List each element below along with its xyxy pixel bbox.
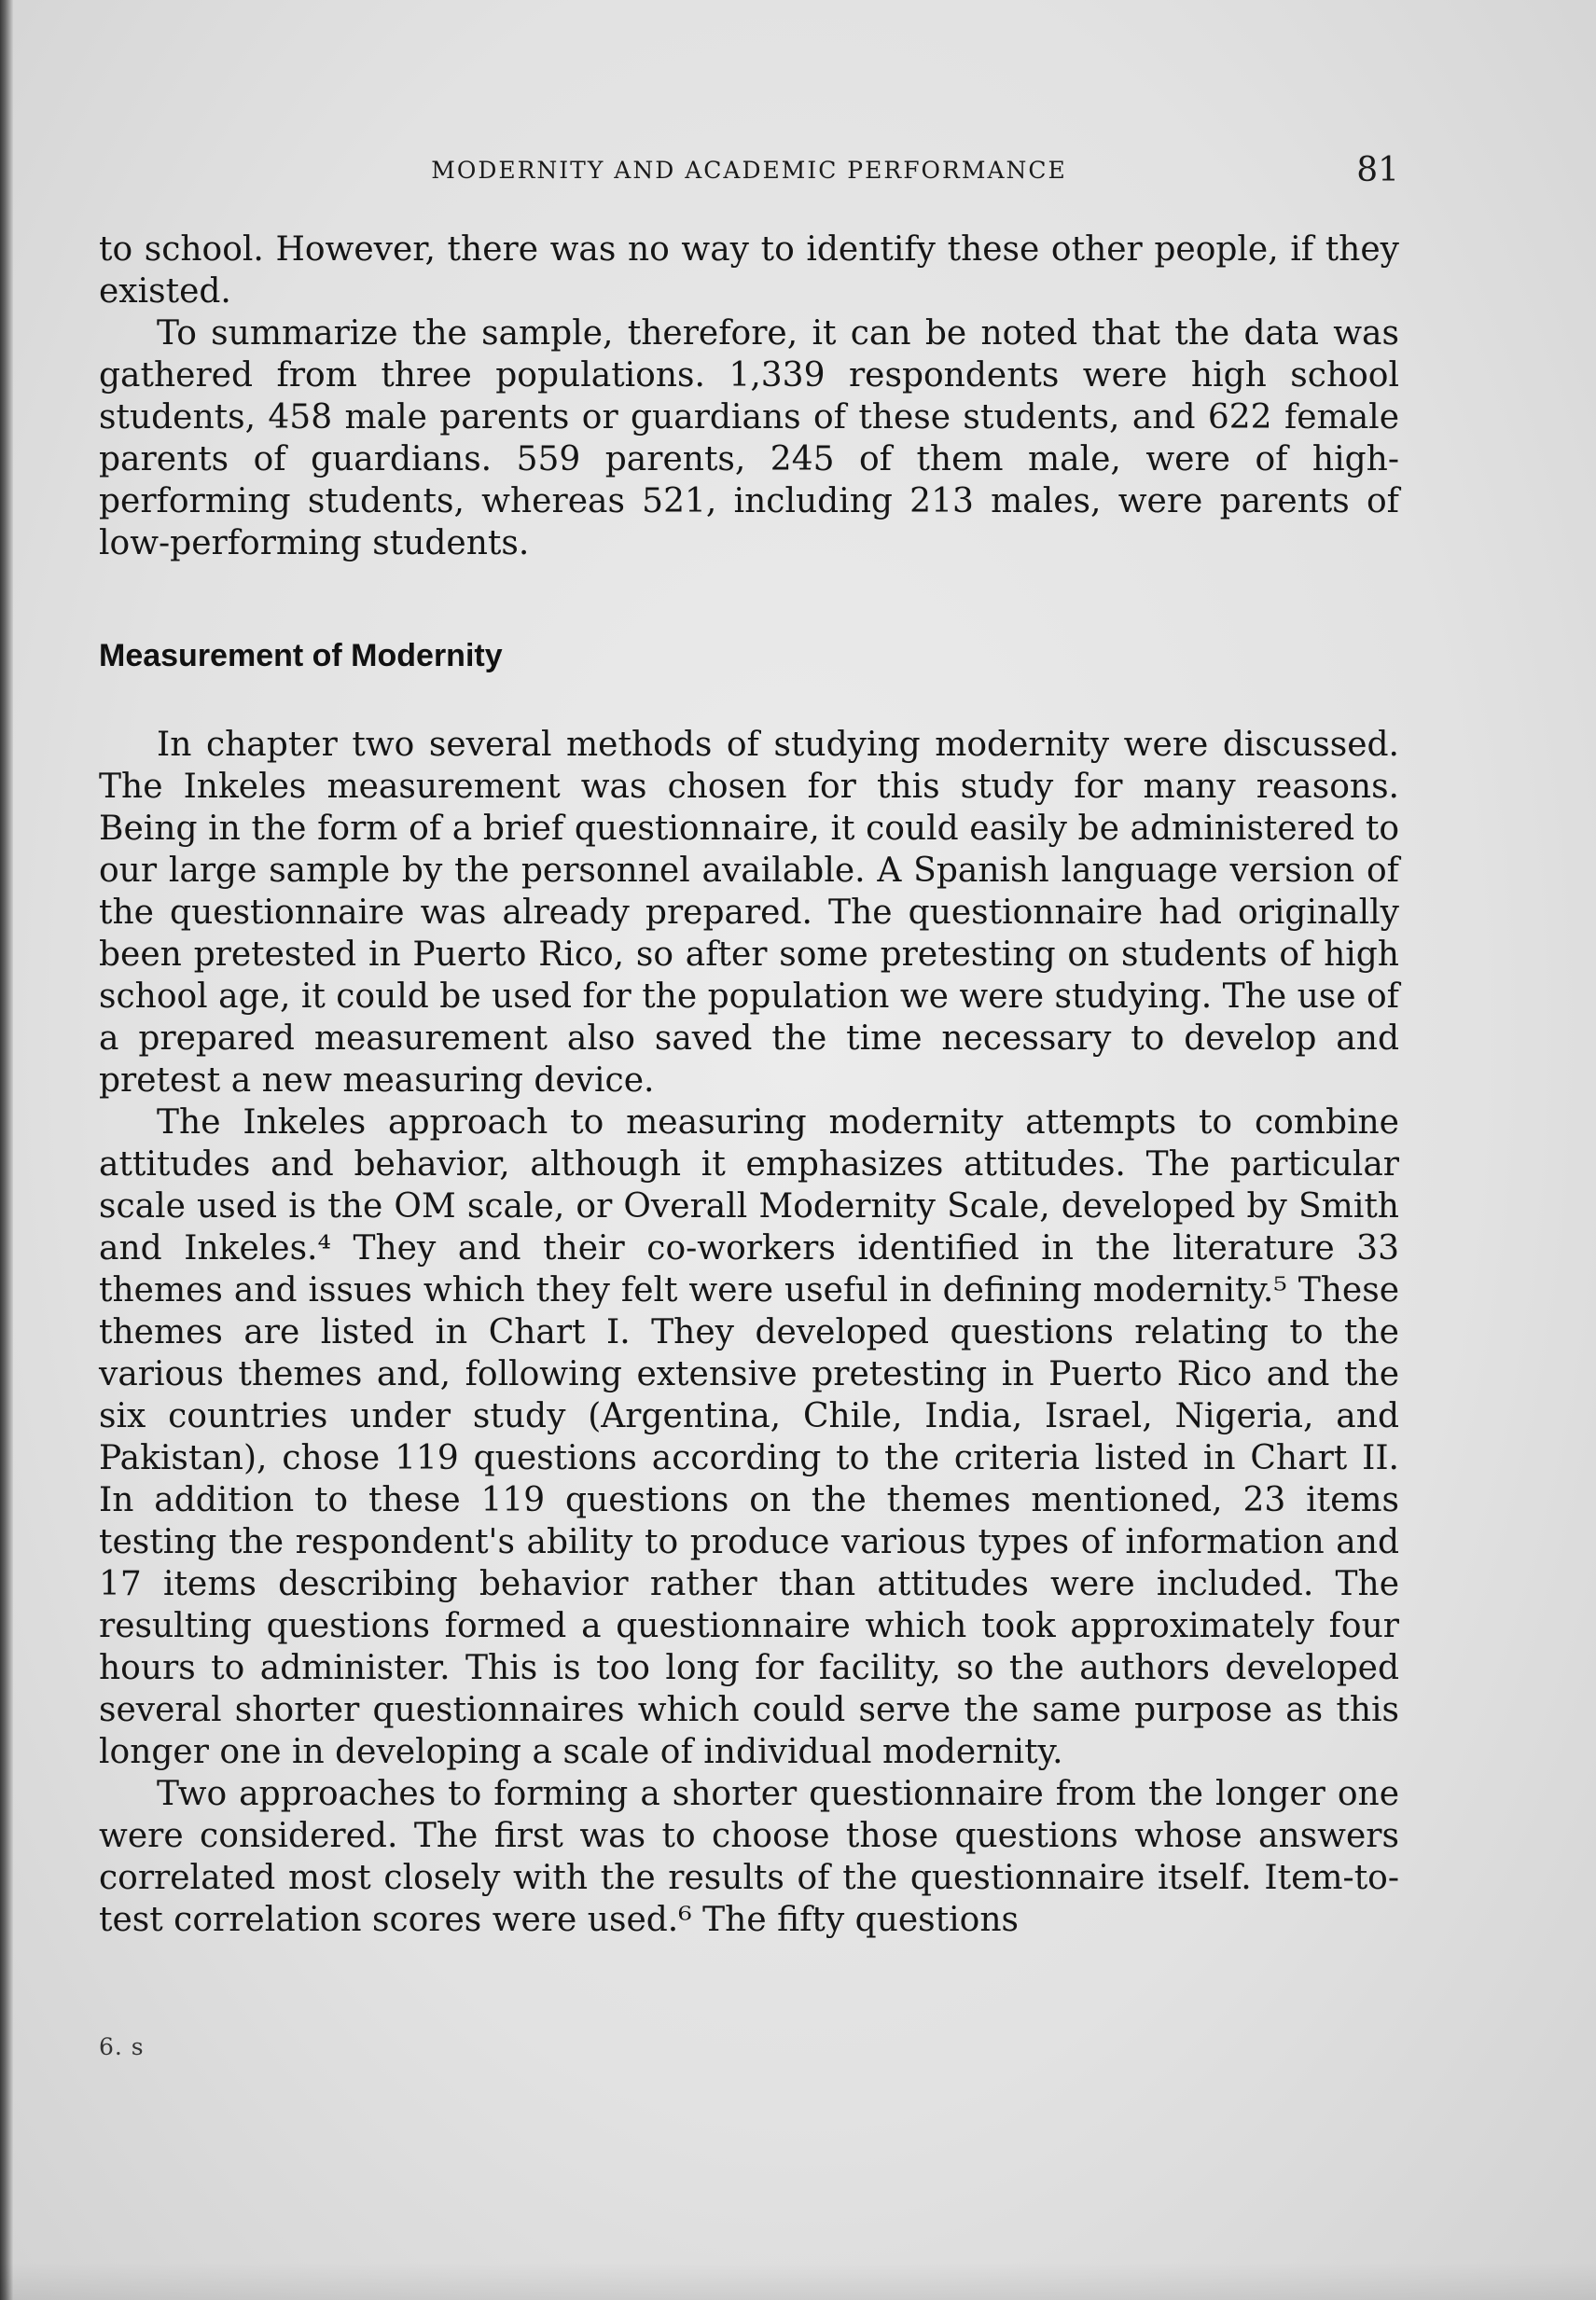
body-text [99,229,1399,1941]
page-number: 81 [1356,151,1399,189]
paragraph-om-scale: The Inkeles approach to measuring modernity attempts to combine attitudes and behavior, although it emphasizes attitudes. The particular scale used is the OM scale, or Overall Modernity Scale, developed by Smith and Inkeles.⁴ They and their co-workers identified in the literature 33 themes and issues which they felt were useful in defining modernity.⁵ These themes are listed in Chart I. They developed questions relating to the various themes and, following extensive pretesting in Puerto Rico and the six countries under study (Argentina, Chile, India, Israel, Nigeria, and Pakistan), chose 119 questions according to the criteria listed in Chart II. In addition to these 119 questions on the themes mentioned, 23 items testing the respondent's ability to produce various types of information and 17 items describing behavior rather than attitudes were included. The resulting questions formed a questionnaire which took approximately four hours to administer. This is too long for facility, so the authors developed several shorter questionnaires which could serve the same purpose as this longer one in developing a scale of individual modernity. [99,1103,1399,1771]
paragraph-sample-summary: To summarize the sample, therefore, it can be noted that the data was gathered from three populations. 1,339 respondents were high school students, 458 male parents or guardians of these students, and 622 female parents of guardians. 559 parents, 245 of them male, were of high-performing students, whereas 521, including 213 males, were parents of low-performing students. [99,314,1399,562]
running-title: MODERNITY AND ACADEMIC PERFORMANCE [431,157,1067,184]
paragraph-inkeles-choice: In chapter two several methods of studying modernity were discussed. The Inkeles measurement was chosen for this study for many reasons. Being in the form of a brief questionnaire, it could easily be administered to our large sample by the personnel available. A Spanish language version of the questionnaire was already prepared. The questionnaire had originally been pretested in Puerto Rico, so after some pretesting on students of high school age, it could be used for the population we were studying. The use of a prepared measurement also saved the time necessary to develop and pretest a new measuring device. [99,726,1399,1100]
paragraph-shorter-questionnaire: Two approaches to forming a shorter questionnaire from the longer one were considered. The first was to choose those questions whose answers correlated most closely with the results of the questionnaire itself. Item-to-test correlation scores were used.⁶ The fifty questions [99,1775,1399,1939]
running-head [99,149,1399,194]
section-heading: Measurement of Modernity [99,638,503,673]
paragraph-continuation: to school. However, there was no way to identify these other people, if they existed. [99,230,1399,311]
footnote: 6. s [99,2033,145,2060]
page-bottom-shadow [0,2263,1596,2300]
page-binding-edge [0,0,13,2300]
